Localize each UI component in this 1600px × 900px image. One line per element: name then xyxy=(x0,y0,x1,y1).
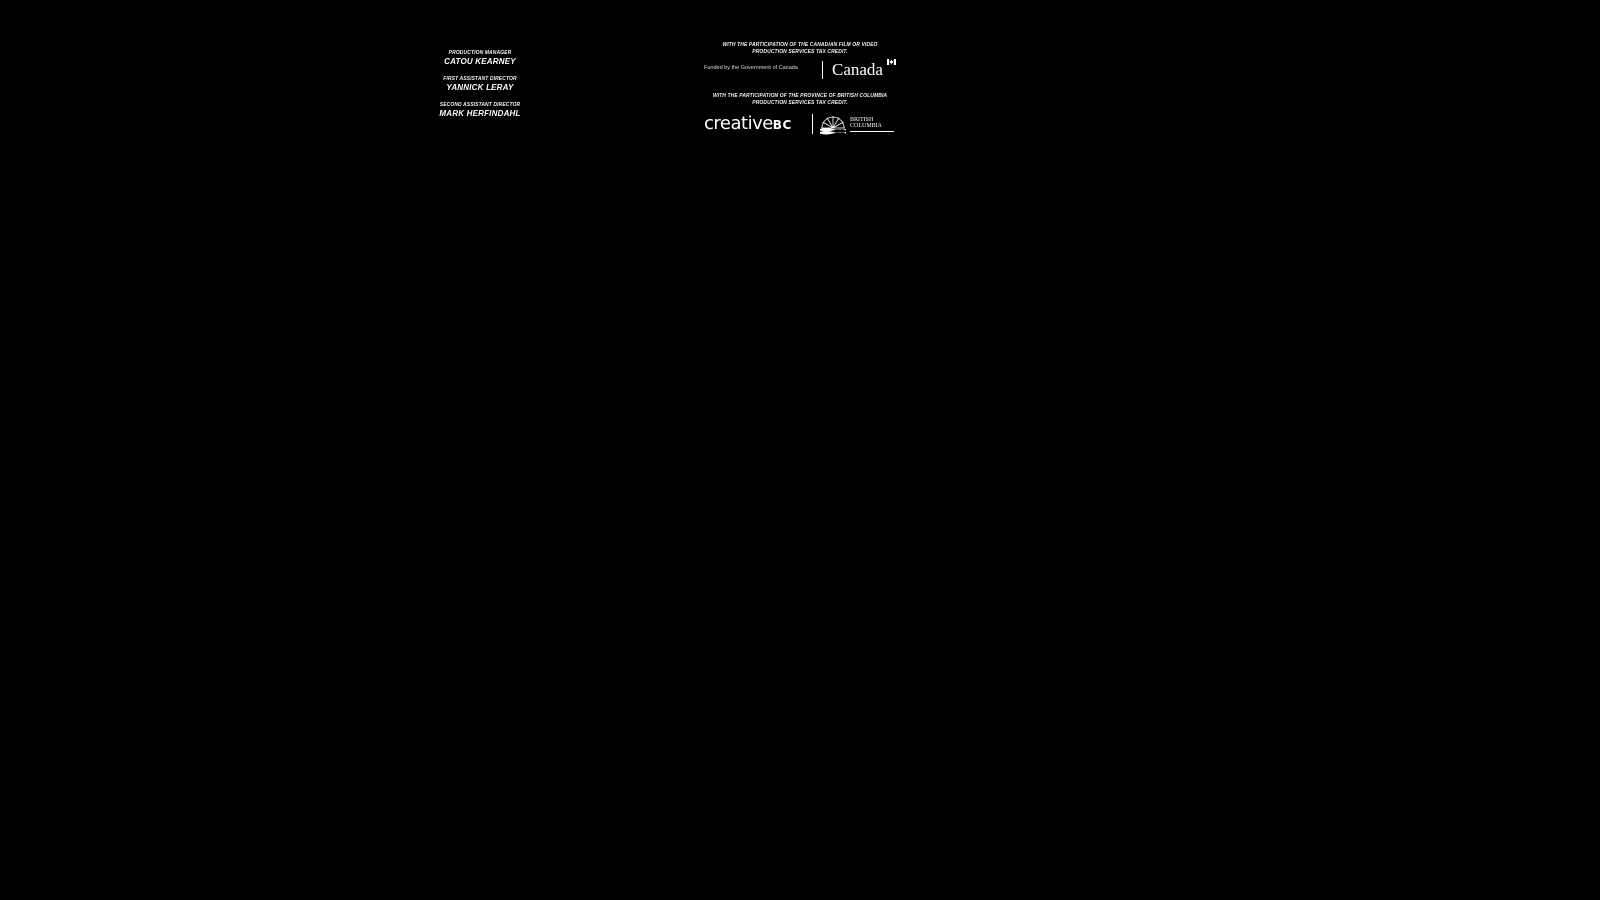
tax-credit-notices xyxy=(700,42,900,136)
logo-divider xyxy=(822,61,823,79)
creative-bc-logo xyxy=(704,113,792,134)
canada-wordmark: Canada xyxy=(832,60,883,79)
credit-first-assistant-director xyxy=(420,76,540,93)
canada-logo xyxy=(700,59,900,81)
canada-notice-line-2: PRODUCTION SERVICES TAX CREDIT. xyxy=(752,49,848,55)
bc-notice-line-2: PRODUCTION SERVICES TAX CREDIT. xyxy=(752,100,848,106)
bc-tax-credit xyxy=(700,93,900,136)
credit-production-manager xyxy=(420,50,540,67)
bc-gov-line-1: BRITISH xyxy=(850,117,874,123)
credit-role: PRODUCTION MANAGER xyxy=(448,50,512,56)
bc-notice-line-1: WITH THE PARTICIPATION OF THE PROVINCE OF BRITISH COLUMBIA xyxy=(712,93,888,99)
creative-word: creative xyxy=(704,113,773,134)
credit-role: FIRST ASSISTANT DIRECTOR xyxy=(443,76,517,82)
credit-name: YANNICK LERAY xyxy=(446,83,514,92)
crew-credits xyxy=(420,50,540,128)
credit-second-assistant-director xyxy=(420,102,540,119)
bc-word: BC xyxy=(772,118,792,132)
canada-notice-line-1: WITH THE PARTICIPATION OF THE CANADIAN FILM OR VIDEO xyxy=(722,42,878,48)
canada-tax-credit xyxy=(700,42,900,81)
credit-role: SECOND ASSISTANT DIRECTOR xyxy=(439,102,521,108)
british-columbia-sun-icon xyxy=(818,113,848,135)
british-columbia-wordmark xyxy=(850,117,882,129)
funded-by-text: Funded by the Government of Canada xyxy=(704,65,798,71)
bc-gov-line-2: COLUMBIA xyxy=(850,123,883,129)
credit-name: CATOU KEARNEY xyxy=(444,57,516,66)
bc-wordmark-underline xyxy=(850,131,894,132)
logo-divider xyxy=(812,114,813,134)
canada-flag-icon xyxy=(887,59,896,65)
bc-logos xyxy=(700,110,900,136)
credit-name: MARK HERFINDAHL xyxy=(439,109,521,118)
